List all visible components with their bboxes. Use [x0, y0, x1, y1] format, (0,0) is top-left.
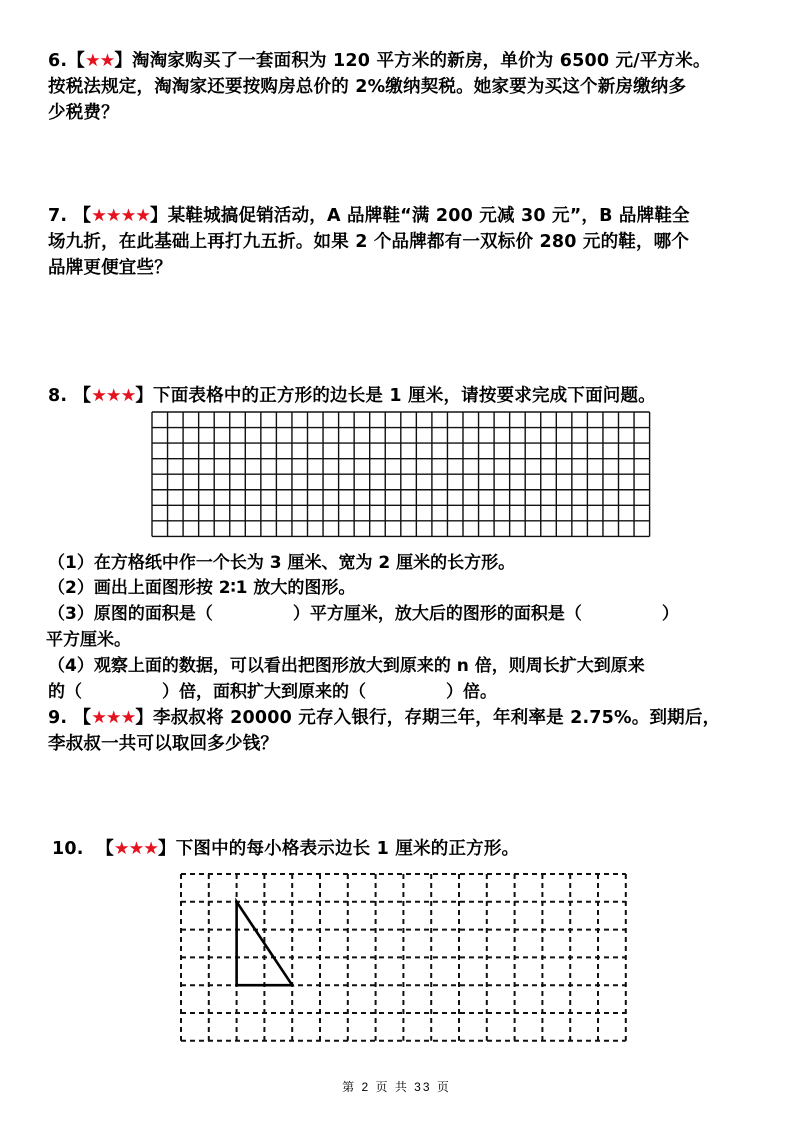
question-9-line-1: [48, 705, 758, 731]
question-6-line-3: 少税费？: [48, 103, 119, 123]
subquestion-text: ）倍。: [446, 682, 497, 702]
subquestion-text: 观察上面的数据，可以看出把图形放大到原来的 n 倍，则周长扩大到原来: [93, 656, 645, 676]
question-number: 10.: [52, 839, 84, 859]
question-8-line-1: [48, 383, 758, 409]
bracket-close: 】: [150, 206, 168, 226]
question-6: [48, 48, 758, 126]
question-number: 9.: [48, 708, 68, 728]
subquestion-text: 的（: [48, 682, 82, 702]
subquestion-label: （2）: [48, 578, 94, 598]
difficulty-stars-icon: ★★: [84, 51, 115, 71]
question-7-line-2: 场九折，在此基础上再打九五折。如果 2 个品牌都有一双标价 280 元的鞋，哪个: [48, 232, 690, 252]
question-7: [48, 203, 758, 281]
question-number: 7.: [48, 206, 68, 226]
difficulty-stars-icon: ★★★: [91, 386, 136, 406]
bracket-open: 【: [67, 51, 85, 71]
dashed-grid-10[interactable]: [179, 872, 631, 1048]
bracket-close: 】: [157, 839, 176, 859]
question-10: [52, 836, 762, 862]
subquestion-text: 平方厘米。: [46, 630, 131, 650]
question-9: [48, 705, 758, 757]
question-text: 淘淘家购买了一套面积为 120 平方米的新房，单价为 6500 元/平方米。: [132, 51, 711, 71]
bracket-open: 【: [73, 206, 92, 226]
question-text: 李叔叔将 20000 元存入银行，存期三年，年利率是 2.75%。到期后，: [153, 708, 721, 728]
square-grid-8[interactable]: [151, 411, 651, 539]
question-number: 8.: [48, 386, 68, 406]
question-text: 下面表格中的正方形的边长是 1 厘米，请按要求完成下面问题。: [153, 386, 656, 406]
subquestion-text: ）: [661, 604, 679, 624]
difficulty-stars-icon: ★★★: [113, 839, 158, 859]
bracket-open: 【: [73, 708, 92, 728]
page-footer: 第 2 页 共 33 页: [342, 1080, 451, 1094]
subquestion-8-1: [48, 550, 768, 576]
subquestion-label: （4）: [48, 656, 94, 676]
subquestion-text: ）倍，面积扩大到原来的（: [162, 682, 366, 702]
question-7-line-3: 品牌更便宜些？: [48, 258, 172, 278]
question-6-line-2: 按税法规定，淘淘家还要按购房总价的 2%缴纳契税。她家要为买这个新房缴纳多: [48, 77, 687, 97]
question-8: [48, 383, 758, 409]
subquestion-8-3: [48, 601, 768, 653]
bracket-open: 【: [73, 386, 92, 406]
subquestion-text: 原图的面积是（: [93, 604, 213, 624]
question-10-line-1: [52, 836, 762, 862]
subquestion-text: 在方格纸中作一个长为 3 厘米、宽为 2 厘米的长方形。: [93, 553, 516, 573]
question-text: 下图中的每小格表示边长 1 厘米的正方形。: [175, 839, 520, 859]
bracket-close: 】: [114, 51, 133, 71]
question-6-line-1: [48, 48, 758, 74]
subquestion-label: （3）: [48, 604, 94, 624]
subquestion-label: （1）: [48, 553, 94, 573]
difficulty-stars-icon: ★★★: [91, 708, 136, 728]
subquestion-8-4: [48, 653, 768, 705]
bracket-close: 】: [135, 386, 154, 406]
subquestion-text: 画出上面图形按 2∶1 放大的图形。: [93, 578, 356, 598]
question-text: 某鞋城搞促销活动，A 品牌鞋“满 200 元减 30 元”，B 品牌鞋全: [167, 206, 690, 226]
question-7-line-1: [48, 203, 758, 229]
question-9-line-2: 李叔叔一共可以取回多少钱？: [48, 734, 279, 754]
bracket-open: 【: [96, 839, 114, 859]
question-number: 6.: [48, 51, 68, 71]
difficulty-stars-icon: ★★★★: [91, 206, 150, 226]
subquestion-8-2: [48, 575, 768, 601]
subquestion-text: ）平方厘米，放大后的图形的面积是（: [292, 604, 582, 624]
bracket-close: 】: [135, 708, 154, 728]
